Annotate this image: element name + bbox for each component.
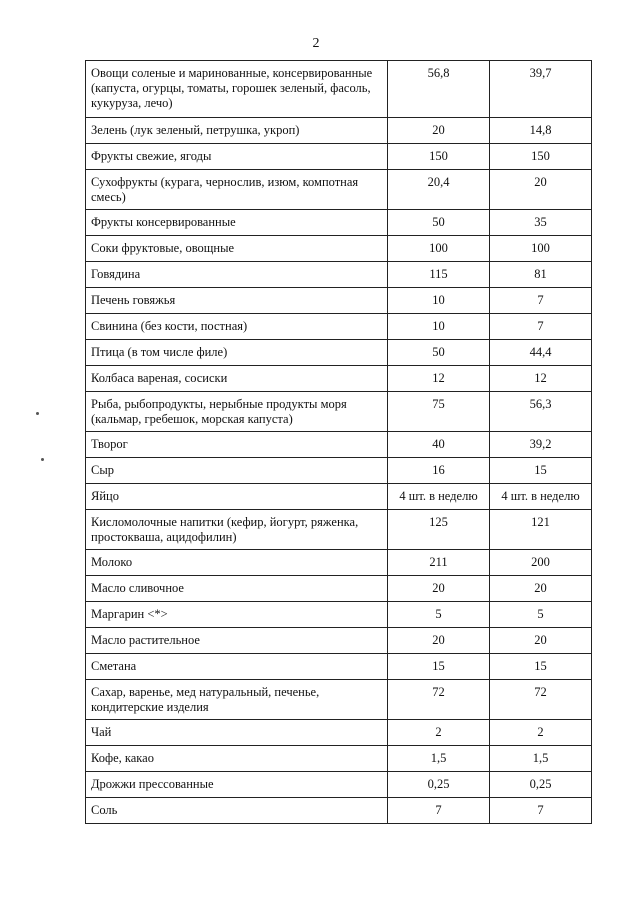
norm-value-col1-cell: 115 (388, 262, 490, 288)
norm-value-col2-cell: 14,8 (490, 118, 592, 144)
norm-value-col2-cell: 15 (490, 654, 592, 680)
table-row (86, 484, 592, 510)
table-row (86, 628, 592, 654)
table-row (86, 746, 592, 772)
table-row (86, 576, 592, 602)
product-name-cell: Чай (86, 720, 388, 746)
norm-value-col1-cell: 16 (388, 458, 490, 484)
table-row (86, 432, 592, 458)
table-row (86, 510, 592, 550)
table-row (86, 654, 592, 680)
norm-value-col1-cell: 10 (388, 288, 490, 314)
norm-value-col2-cell: 20 (490, 576, 592, 602)
norm-value-col1-cell: 125 (388, 510, 490, 550)
norm-value-col1-cell: 7 (388, 798, 490, 824)
norm-value-col2-cell: 4 шт. в неделю (490, 484, 592, 510)
product-name-cell: Творог (86, 432, 388, 458)
norm-value-col1-cell: 100 (388, 236, 490, 262)
norm-value-col2-cell: 39,2 (490, 432, 592, 458)
table-row (86, 236, 592, 262)
norm-value-col2-cell: 200 (490, 550, 592, 576)
norm-value-col2-cell: 121 (490, 510, 592, 550)
norm-value-col2-cell: 2 (490, 720, 592, 746)
norm-value-col1-cell: 15 (388, 654, 490, 680)
norm-value-col1-cell: 20 (388, 628, 490, 654)
product-name-cell: Молоко (86, 550, 388, 576)
norm-value-col2-cell: 12 (490, 366, 592, 392)
table-row (86, 340, 592, 366)
table-row (86, 550, 592, 576)
table-row (86, 392, 592, 432)
product-name-cell: Рыба, рыбопродукты, нерыбные продукты моря (кальмар, гребешок, морская капуста) (86, 392, 388, 432)
norm-value-col2-cell: 44,4 (490, 340, 592, 366)
table-row (86, 144, 592, 170)
norm-value-col2-cell: 81 (490, 262, 592, 288)
table-row (86, 458, 592, 484)
norm-value-col2-cell: 7 (490, 798, 592, 824)
product-name-cell: Соль (86, 798, 388, 824)
table-row (86, 798, 592, 824)
product-name-cell: Масло растительное (86, 628, 388, 654)
product-name-cell: Птица (в том числе филе) (86, 340, 388, 366)
norm-value-col1-cell: 50 (388, 210, 490, 236)
norm-value-col1-cell: 10 (388, 314, 490, 340)
food-norms-table (85, 60, 592, 824)
norm-value-col2-cell: 39,7 (490, 61, 592, 118)
product-name-cell: Зелень (лук зеленый, петрушка, укроп) (86, 118, 388, 144)
norm-value-col2-cell: 5 (490, 602, 592, 628)
table-row (86, 118, 592, 144)
table-row (86, 314, 592, 340)
table-row (86, 288, 592, 314)
table-row (86, 61, 592, 118)
norm-value-col2-cell: 1,5 (490, 746, 592, 772)
norm-value-col1-cell: 75 (388, 392, 490, 432)
norm-value-col1-cell: 5 (388, 602, 490, 628)
norm-value-col1-cell: 2 (388, 720, 490, 746)
product-name-cell: Сыр (86, 458, 388, 484)
norm-value-col1-cell: 211 (388, 550, 490, 576)
product-name-cell: Овощи соленые и маринованные, консервированные (капуста, огурцы, томаты, горошек зеленый, фасоль, кукуруза, лечо) (86, 61, 388, 118)
table-row (86, 210, 592, 236)
product-name-cell: Сметана (86, 654, 388, 680)
table-row (86, 720, 592, 746)
norm-value-col2-cell: 35 (490, 210, 592, 236)
page-number: 2 (312, 36, 320, 51)
table-row (86, 262, 592, 288)
product-name-cell: Маргарин <*> (86, 602, 388, 628)
product-name-cell: Соки фруктовые, овощные (86, 236, 388, 262)
norm-value-col2-cell: 56,3 (490, 392, 592, 432)
product-name-cell: Кисломолочные напитки (кефир, йогурт, ряженка, простокваша, ацидофилин) (86, 510, 388, 550)
norm-value-col1-cell: 40 (388, 432, 490, 458)
food-norms-table-body (86, 61, 592, 824)
norm-value-col1-cell: 72 (388, 680, 490, 720)
norm-value-col1-cell: 0,25 (388, 772, 490, 798)
product-name-cell: Говядина (86, 262, 388, 288)
norm-value-col1-cell: 56,8 (388, 61, 490, 118)
table-row (86, 602, 592, 628)
norm-value-col1-cell: 150 (388, 144, 490, 170)
product-name-cell: Колбаса вареная, сосиски (86, 366, 388, 392)
table-row (86, 772, 592, 798)
product-name-cell: Фрукты консервированные (86, 210, 388, 236)
table-row (86, 680, 592, 720)
product-name-cell: Дрожжи прессованные (86, 772, 388, 798)
product-name-cell: Кофе, какао (86, 746, 388, 772)
norm-value-col2-cell: 15 (490, 458, 592, 484)
table-row (86, 170, 592, 210)
product-name-cell: Сахар, варенье, мед натуральный, печенье, кондитерские изделия (86, 680, 388, 720)
norm-value-col2-cell: 0,25 (490, 772, 592, 798)
norm-value-col2-cell: 20 (490, 170, 592, 210)
norm-value-col1-cell: 4 шт. в неделю (388, 484, 490, 510)
norm-value-col1-cell: 20 (388, 118, 490, 144)
scan-speck (41, 458, 44, 461)
norm-value-col2-cell: 7 (490, 288, 592, 314)
norm-value-col2-cell: 7 (490, 314, 592, 340)
table-row (86, 366, 592, 392)
norm-value-col1-cell: 1,5 (388, 746, 490, 772)
norm-value-col1-cell: 20,4 (388, 170, 490, 210)
product-name-cell: Яйцо (86, 484, 388, 510)
norm-value-col1-cell: 20 (388, 576, 490, 602)
norm-value-col2-cell: 72 (490, 680, 592, 720)
product-name-cell: Свинина (без кости, постная) (86, 314, 388, 340)
product-name-cell: Масло сливочное (86, 576, 388, 602)
product-name-cell: Сухофрукты (курага, чернослив, изюм, компотная смесь) (86, 170, 388, 210)
product-name-cell: Фрукты свежие, ягоды (86, 144, 388, 170)
norm-value-col1-cell: 12 (388, 366, 490, 392)
product-name-cell: Печень говяжья (86, 288, 388, 314)
norm-value-col2-cell: 20 (490, 628, 592, 654)
norm-value-col1-cell: 50 (388, 340, 490, 366)
norm-value-col2-cell: 100 (490, 236, 592, 262)
norm-value-col2-cell: 150 (490, 144, 592, 170)
scan-speck (36, 412, 39, 415)
